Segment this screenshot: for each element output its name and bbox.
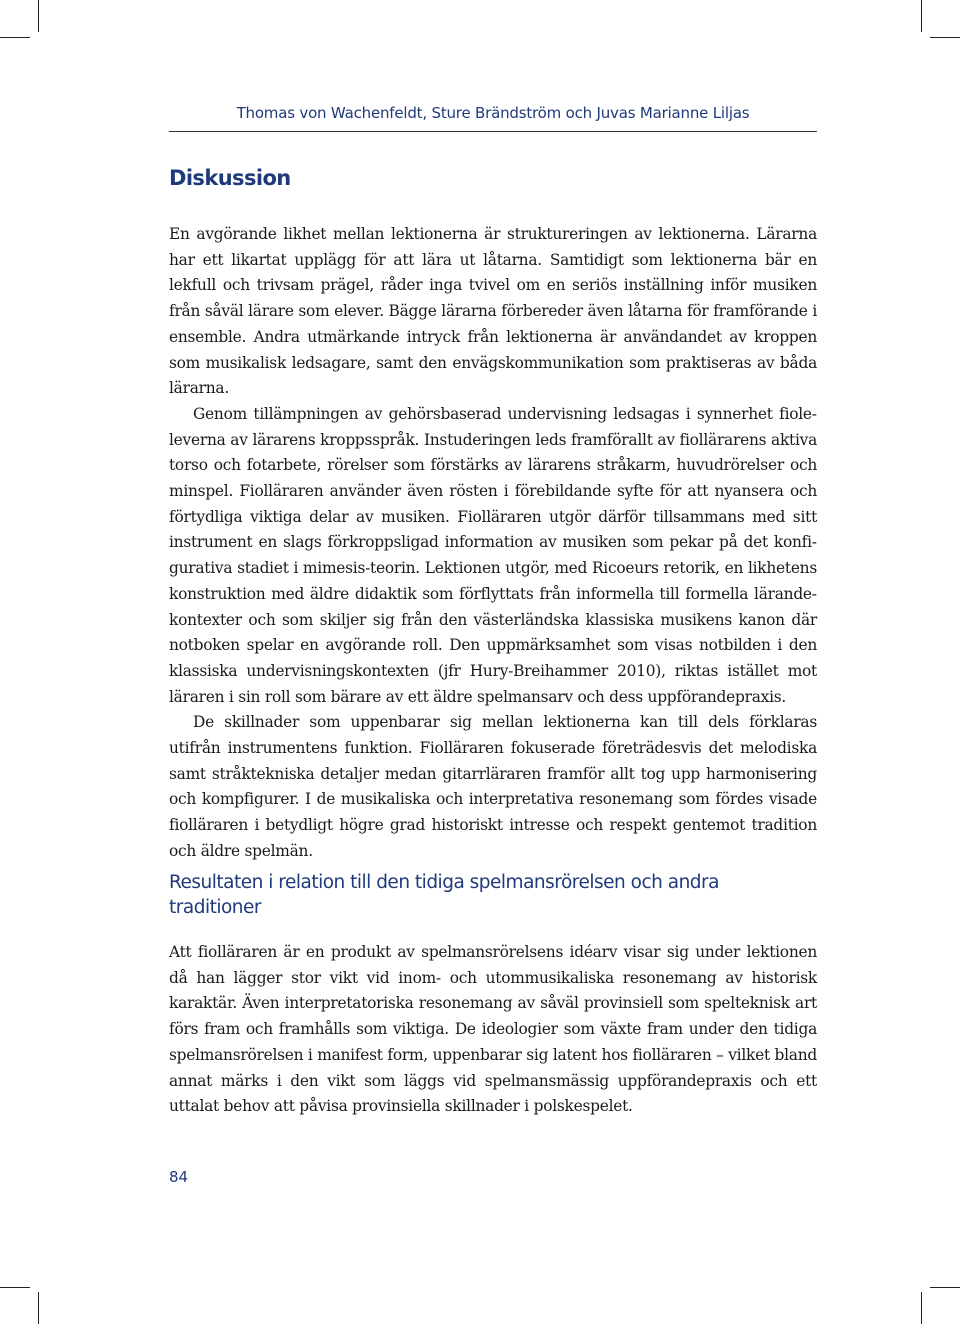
running-header: Thomas von Wachenfeldt, Sture Brändström och Juvas Marianne Liljas — [236, 104, 750, 122]
crop-mark — [921, 1292, 922, 1324]
crop-mark — [921, 0, 922, 32]
crop-mark — [930, 37, 960, 38]
paragraph: De skillnader som uppenbarar sig mellan lektionerna kan till dels förklaras utifrån instrumentens funktion. Fiolläraren fokuserade företrädesvis det melodiska samt stråktekniska detaljer medan gitarrläraren framför allt tog upp harmonisering och kompfigurer. I de musikaliska och interpretativa resonemang som fördes visade fiolläraren i betydligt högre grad historiskt intresse och respekt gentemot tradition och äldre spelmän. — [169, 713, 817, 860]
crop-mark — [38, 0, 39, 32]
discussion-body — [169, 222, 817, 865]
section-heading: Diskussion — [169, 166, 291, 190]
paragraph: Att fiolläraren är en produkt av spelmansrörelsens idéarv visar sig under lektionen då han lägger stor vikt vid inom- och utommusikaliska resonemang av historisk karaktär. Även interpretatoriska resonemang av såväl provinsiell som spelteknisk art förs fram och framhålls som viktiga. De ideologier som växte fram under den tidiga spelmansrörelsen i manifest form, uppenbarar sig latent hos fiolläraren – vilket bland annat märks i den vikt som läggs vid spelmansmässig uppförandepraxis och ett uttalat behov att påvisa provinsiella skillnader i polskespelet. — [169, 943, 818, 1116]
crop-mark — [0, 37, 30, 38]
crop-mark — [38, 1292, 39, 1324]
crop-mark — [0, 1287, 30, 1288]
page-number: 84 — [169, 1168, 189, 1186]
header-rule — [169, 131, 817, 132]
paragraph: En avgörande likhet mellan lektionerna är struktureringen av lektionerna. Lärarna har ett likartat upplägg för att lära ut låtarna. Samtidigt som lektionerna bär en lekfull och trivsam prägel, råder inga tvivel om en seriös inställning inför musiken från såväl lärare som elever. Bägge lärarna förbereder även låtarna för framförande i ensemble. Andra utmärkande intryck från lektionerna är användandet av kroppen som musikalisk ledsagare, samt den envägskommunikation som praktiseras av båda lärarna. — [169, 225, 817, 398]
subsection-heading: Resultaten i relation till den tidiga spelmansrörelsen och andra traditioner — [169, 872, 719, 918]
crop-mark — [930, 1287, 960, 1288]
results-body — [169, 940, 817, 1120]
paragraph: Genom tillämpningen av gehörsbaserad undervisning ledsagas i synnerhet fioleleverna av lärarens kroppsspråk. Instuderingen leds framförallt av fiollärarens aktiva torso och fotarbete, rörelser som förstärks av lärarens stråkarm, huvudrörelser och minspel. Fiolläraren använder även rösten i förebildande syfte för att nyansera och förtydliga viktiga delar av musiken. Fiolläraren utgör därför tillsammans med sitt instrument en slags förkroppsligad information av musiken som pekar på det konfigurativa stadiet i mimesis-teorin. Lektionen utgör, med Ricoeurs retorik, en likhetens konstruktion med äldre didaktik som förflyttats från informella till formella lärandekontexter och som skiljer sig från den västerländska klassiska musikens kanon där notboken spelar en avgörande roll. Den uppmärksamhet som visas notbilden i den klassiska undervisningskontexten (jfr Hury-Breihammer 2010), riktas istället mot läraren i sin roll som bärare av ett äldre spelmansarv och dess uppförandepraxis. — [169, 404, 817, 706]
